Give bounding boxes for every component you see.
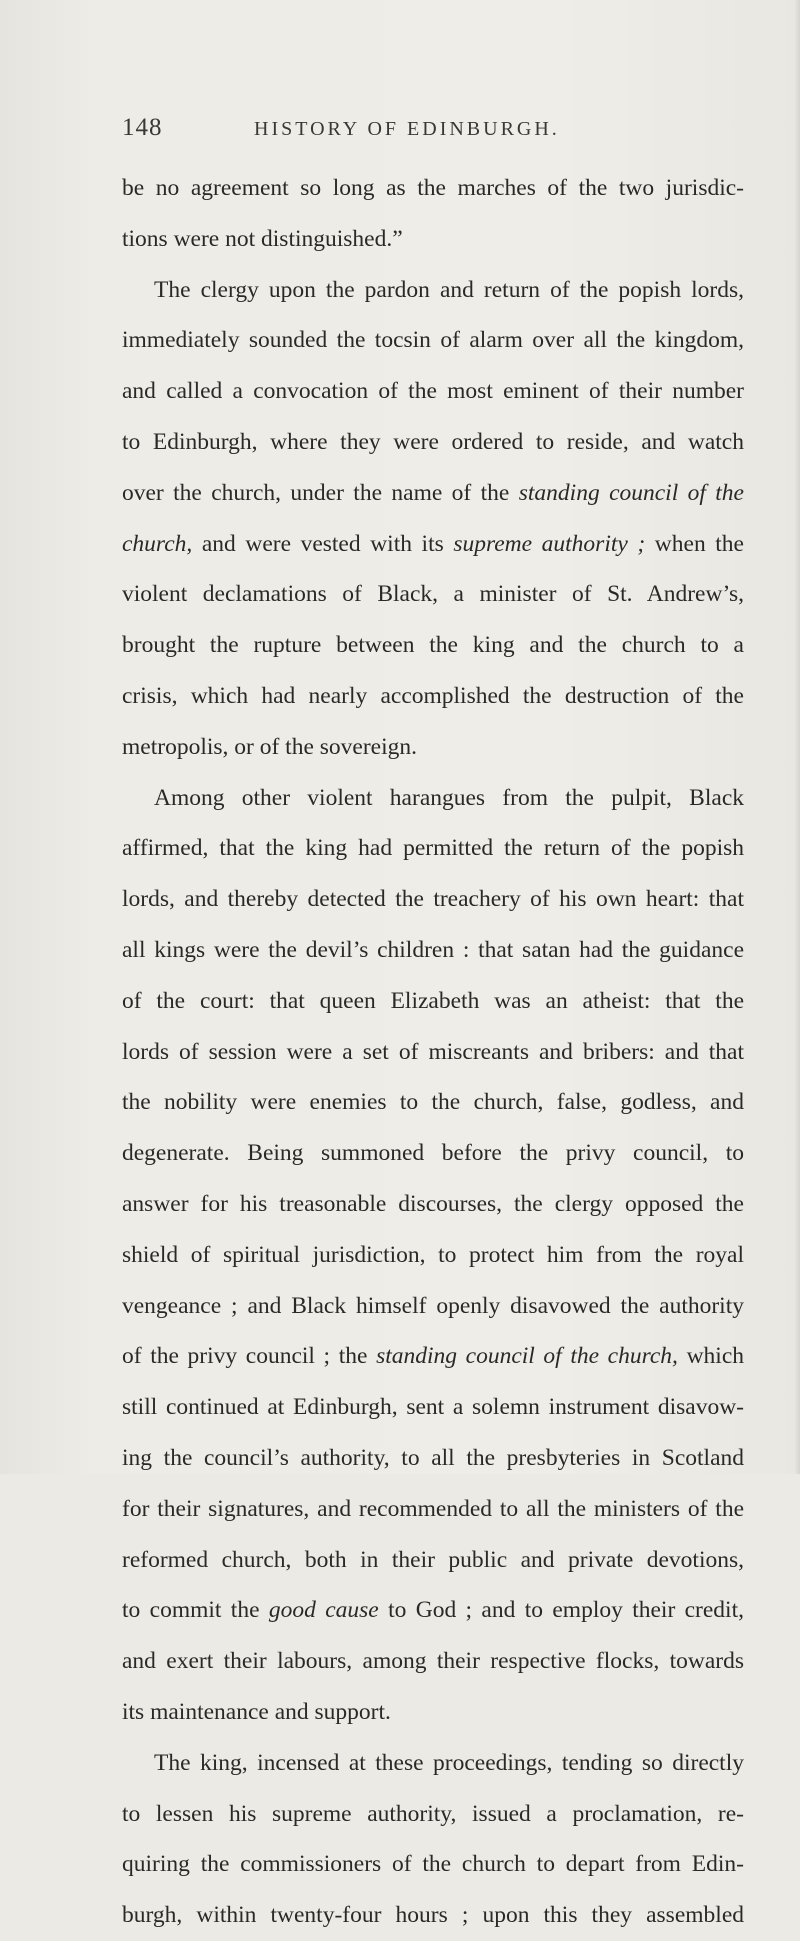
text-segment: and called a convocation of the most eminent of their number — [122, 378, 744, 405]
text-line — [122, 1230, 744, 1281]
text-segment: tions were not distinguished.” — [122, 225, 403, 252]
text-line — [122, 1179, 744, 1230]
text-line — [122, 468, 744, 519]
text-line — [122, 417, 744, 468]
text-line — [122, 1077, 744, 1128]
text-segment: immediately sounded the tocsin of alarm over all the kingdom, — [122, 327, 744, 354]
running-head — [122, 114, 742, 150]
body-text — [122, 163, 744, 1941]
text-segment: which — [677, 1343, 744, 1370]
running-title: HISTORY OF EDINBURGH. — [254, 118, 560, 140]
text-line — [122, 1687, 744, 1738]
text-line — [122, 671, 744, 722]
text-segment: to commit the — [122, 1597, 269, 1624]
text-segment: brought the rupture between the king and the church to a — [122, 632, 744, 659]
text-segment: when the — [645, 530, 744, 557]
text-line — [122, 925, 744, 976]
text-segment: all kings were the devil’s children : that satan had the guidance — [122, 936, 744, 963]
text-segment: lords of session were a set of miscreants and bribers: and that — [122, 1038, 744, 1065]
italic-text: church, — [122, 530, 193, 557]
text-line — [122, 1382, 744, 1433]
text-segment: degenerate. Being summoned before the privy council, to — [122, 1140, 744, 1167]
text-segment: Among other violent harangues from the pulpit, Black — [154, 784, 744, 811]
text-segment: to God ; and to employ their credit, — [378, 1597, 744, 1624]
text-segment: metropolis, or of the sovereign. — [122, 733, 417, 760]
text-segment: and exert their labours, among their respective flocks, towards — [122, 1648, 744, 1675]
text-segment: lords, and thereby detected the treachery of his own heart: that — [122, 886, 744, 913]
text-line — [122, 1331, 744, 1382]
text-line — [122, 315, 744, 366]
text-segment: quiring the commissioners of the church to depart from Edin- — [122, 1851, 744, 1878]
italic-text: standing council of the church, — [376, 1343, 678, 1370]
text-segment: ing the council’s authority, to all the presbyteries in Scotland — [122, 1444, 744, 1471]
text-line — [122, 1484, 744, 1535]
text-line — [122, 722, 744, 773]
text-segment: and were vested with its — [192, 530, 454, 557]
text-segment: The clergy upon the pardon and return of the popish lords, — [154, 276, 744, 303]
text-line — [122, 1027, 744, 1078]
page-number: 148 — [122, 114, 163, 141]
text-segment: over the church, under the name of the — [122, 479, 519, 506]
italic-text: supreme authority ; — [453, 530, 646, 557]
italic-text: standing council of the — [518, 479, 744, 506]
text-line — [122, 823, 744, 874]
text-line — [122, 569, 744, 620]
text-line — [122, 620, 744, 671]
text-segment: answer for his treasonable discourses, the clergy opposed the — [122, 1190, 744, 1217]
text-line — [122, 1535, 744, 1586]
text-line — [122, 366, 744, 417]
text-line — [122, 773, 744, 824]
text-segment: burgh, within twenty-four hours ; upon this they assembled — [122, 1902, 744, 1929]
text-segment: the nobility were enemies to the church, false, godless, and — [122, 1089, 744, 1116]
text-segment: its maintenance and support. — [122, 1698, 391, 1725]
text-segment: violent declamations of Black, a minister of St. Andrew’s, — [122, 581, 744, 608]
text-segment: vengeance ; and Black himself openly disavowed the authority — [122, 1292, 744, 1319]
text-line — [122, 1636, 744, 1687]
text-line — [122, 976, 744, 1027]
text-line — [122, 214, 744, 265]
text-segment: be no agreement so long as the marches of the two jurisdic- — [122, 175, 744, 201]
text-segment: for their signatures, and recommended to all the ministers of the — [122, 1495, 744, 1522]
text-line — [122, 265, 744, 316]
text-line — [122, 1890, 744, 1941]
text-line — [122, 874, 744, 925]
text-segment: still continued at Edinburgh, sent a solemn instrument disavow- — [122, 1394, 744, 1421]
text-segment: crisis, which had nearly accomplished the destruction of the — [122, 682, 744, 709]
text-segment: to Edinburgh, where they were ordered to reside, and watch — [122, 428, 744, 455]
text-segment: The king, incensed at these proceedings, tending so directly — [154, 1749, 744, 1776]
page-edge-shadow — [794, 0, 800, 1474]
text-line — [122, 1839, 744, 1890]
text-line — [122, 1433, 744, 1484]
text-segment: of the court: that queen Elizabeth was an atheist: that the — [122, 987, 744, 1014]
text-segment: shield of spiritual jurisdiction, to protect him from the royal — [122, 1241, 744, 1268]
text-line — [122, 519, 744, 570]
italic-text: good cause — [268, 1597, 379, 1624]
text-line — [122, 1281, 744, 1332]
text-line — [122, 1738, 744, 1789]
text-segment: of the privy council ; the — [122, 1343, 377, 1370]
text-segment: affirmed, that the king had permitted the return of the popish — [122, 835, 744, 862]
text-line — [122, 163, 744, 214]
text-line — [122, 1128, 744, 1179]
text-segment: reformed church, both in their public and private devotions, — [122, 1546, 744, 1573]
text-line — [122, 1585, 744, 1636]
text-segment: to lessen his supreme authority, issued a proclamation, re- — [122, 1800, 744, 1827]
text-line — [122, 1789, 744, 1840]
